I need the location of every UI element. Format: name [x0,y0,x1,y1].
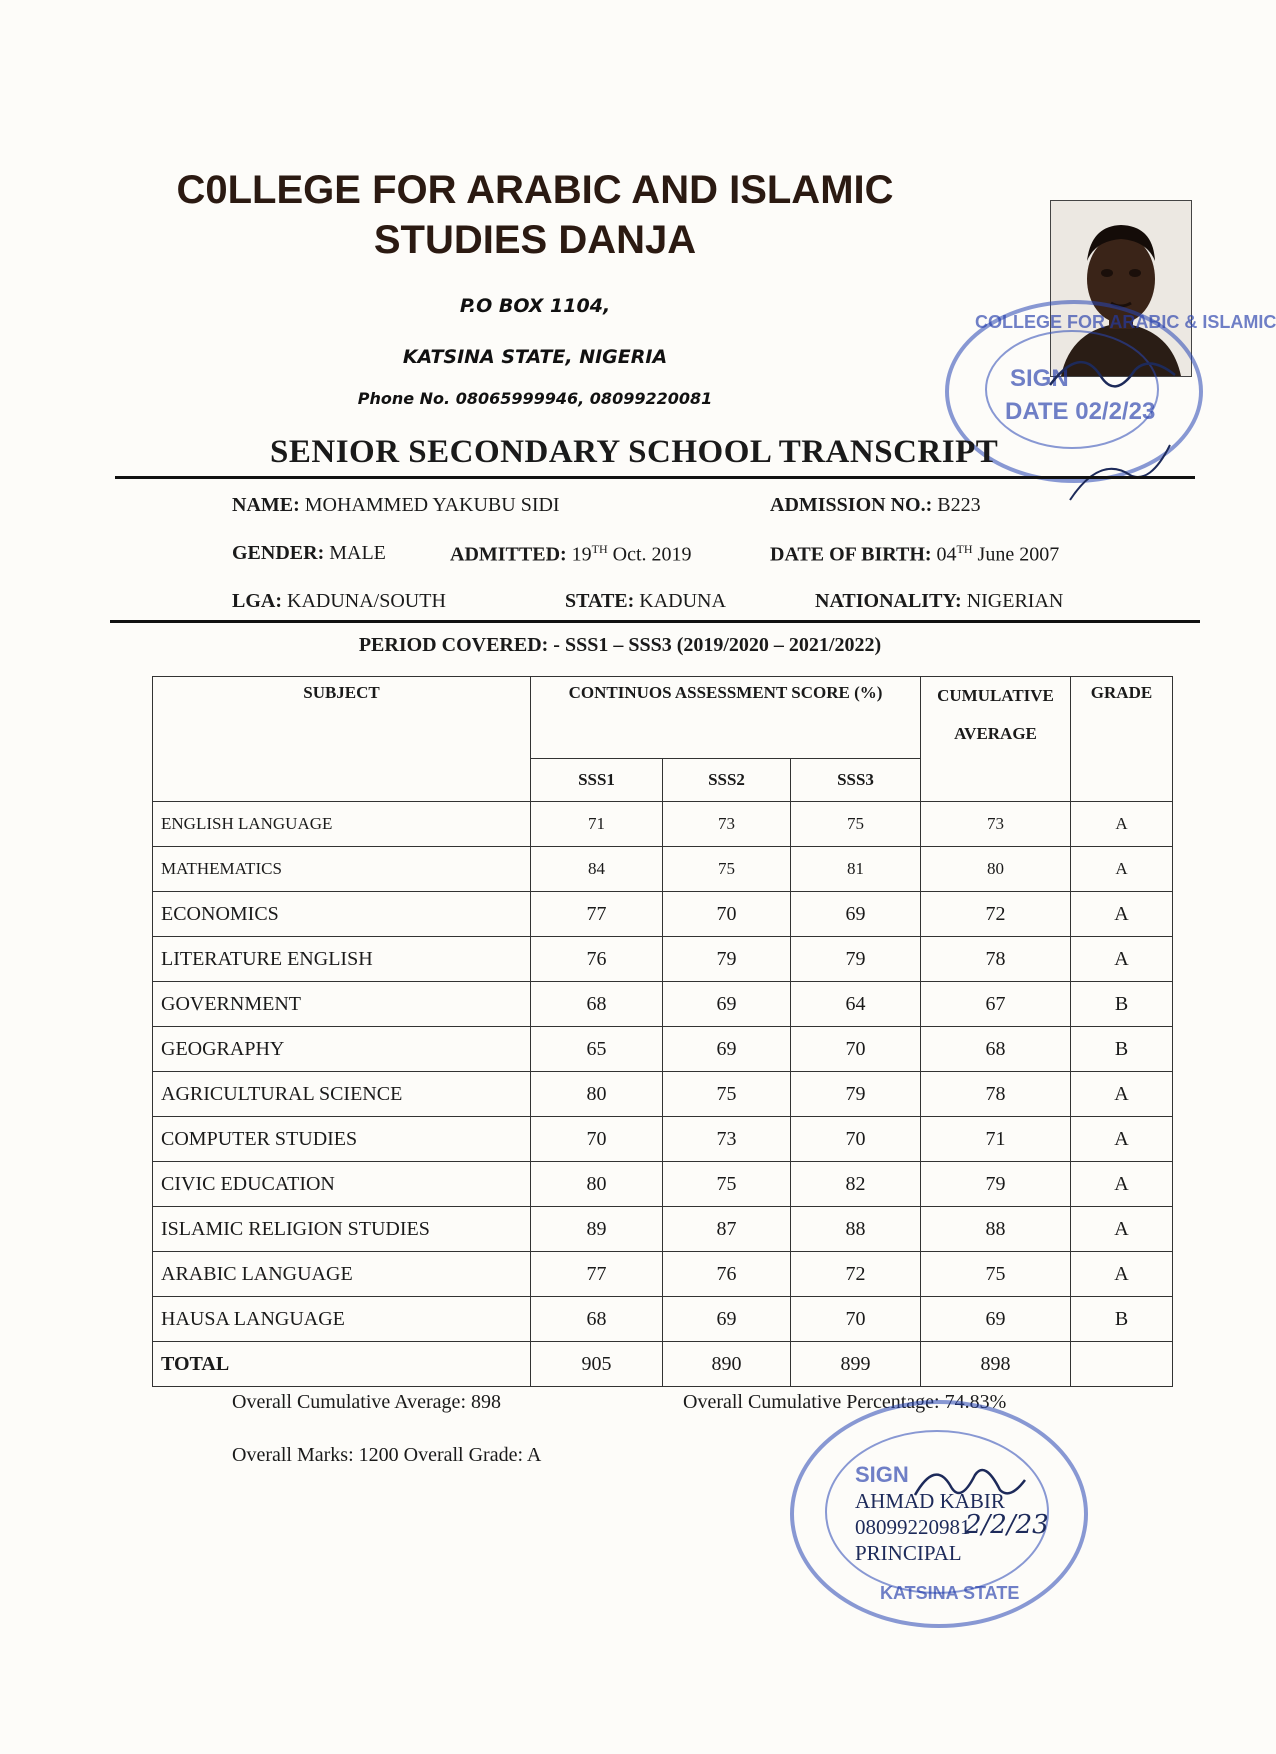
sss1-cell: 80 [531,1072,663,1117]
overall-average: Overall Cumulative Average: 898 [232,1391,501,1413]
total-sss1-cell: 905 [531,1342,663,1387]
total-sss2-cell: 890 [663,1342,791,1387]
average-cell: 69 [921,1297,1071,1342]
header-sss1: SSS1 [531,758,663,801]
sss2-cell: 76 [663,1252,791,1297]
sss3-cell: 79 [791,1072,921,1117]
header-sss3: SSS3 [791,758,921,801]
signature-principal [905,1455,1035,1515]
nationality [815,590,1063,613]
sss3-cell: 82 [791,1162,921,1207]
subject-cell: CIVIC EDUCATION [153,1162,531,1207]
gender-value: MALE [329,542,386,564]
sss3-cell: 72 [791,1252,921,1297]
grade-cell: A [1071,847,1173,892]
grade-cell: A [1071,1072,1173,1117]
table-row [153,982,1173,1027]
stamp-top-ring-text: COLLEGE FOR ARABIC & ISLAMIC [975,312,1276,332]
header-cumulative-1: CUMULATIVE [937,686,1054,705]
sss1-cell: 77 [531,892,663,937]
name-value: MOHAMMED YAKUBU SIDI [304,494,560,516]
sss3-cell: 70 [791,1117,921,1162]
grade-cell: A [1071,1252,1173,1297]
subject-cell: ISLAMIC RELIGION STUDIES [153,1207,531,1252]
sss1-cell: 68 [531,982,663,1027]
table-row [153,802,1173,847]
table-row [153,1072,1173,1117]
overall-marks-grade: Overall Marks: 1200 Overall Grade: A [232,1444,542,1466]
gender [232,542,386,565]
sss2-cell: 75 [663,1072,791,1117]
sss2-cell: 73 [663,802,791,847]
admitted-rest: Oct. 2019 [607,543,692,566]
grade-cell: B [1071,982,1173,1027]
nationality-label: NATIONALITY: [815,590,962,612]
average-cell: 71 [921,1117,1071,1162]
state-value: KADUNA [639,590,726,612]
subject-cell: ENGLISH LANGUAGE [153,802,531,847]
admission-value: B223 [937,494,981,516]
sss1-cell: 68 [531,1297,663,1342]
admitted-label: ADMITTED: [450,543,567,566]
average-cell: 72 [921,892,1071,937]
sss2-cell: 79 [663,937,791,982]
sss1-cell: 76 [531,937,663,982]
principal-sign-label: SIGN [855,1462,909,1487]
name-label: NAME: [232,494,300,516]
average-cell: 88 [921,1207,1071,1252]
principal-date: 2/2/23 [965,1510,1049,1540]
sss1-cell: 70 [531,1117,663,1162]
sss1-cell: 80 [531,1162,663,1207]
document-title: SENIOR SECONDARY SCHOOL TRANSCRIPT [270,434,999,470]
total-average-cell: 898 [921,1342,1071,1387]
total-row [153,1342,1173,1387]
sss1-cell: 89 [531,1207,663,1252]
subject-cell: MATHEMATICS [153,847,531,892]
table-row [153,847,1173,892]
sss2-cell: 69 [663,1297,791,1342]
state-label: STATE: [565,590,635,612]
sss2-cell: 73 [663,1117,791,1162]
sss2-cell: 69 [663,1027,791,1072]
average-cell: 79 [921,1162,1071,1207]
lga-label: LGA: [232,590,282,612]
dob-label: DATE OF BIRTH: [770,543,932,566]
sss1-cell: 77 [531,1252,663,1297]
sss3-cell: 69 [791,892,921,937]
header-sss2: SSS2 [663,758,791,801]
dob-day: 04 [936,543,957,566]
stamp-top-sign: SIGN [1010,365,1069,392]
grade-cell: A [1071,1162,1173,1207]
subject-cell: HAUSA LANGUAGE [153,1297,531,1342]
table-row [153,1117,1173,1162]
sss3-cell: 70 [791,1297,921,1342]
stamp-top-date: DATE 02/2/23 [1005,398,1156,425]
sss2-cell: 75 [663,1162,791,1207]
results-table [152,676,1173,1387]
student-name [232,494,560,517]
sss3-cell: 79 [791,937,921,982]
sss3-cell: 75 [791,802,921,847]
subject-cell: GEOGRAPHY [153,1027,531,1072]
school-name-line2: STUDIES DANJA [373,218,697,262]
grade-cell: A [1071,802,1173,847]
header-subject: SUBJECT [153,677,531,802]
school-name [0,165,1070,265]
table-row [153,937,1173,982]
sss1-cell: 65 [531,1027,663,1072]
sss1-cell: 84 [531,847,663,892]
subject-cell: ECONOMICS [153,892,531,937]
overall-percentage: Overall Cumulative Percentage: 74.83% [683,1391,1007,1413]
title-rule [115,476,1195,479]
gender-label: GENDER: [232,542,325,564]
lga-value: KADUNA/SOUTH [287,590,446,612]
admission-label: ADMISSION NO.: [770,494,933,516]
sss3-cell: 88 [791,1207,921,1252]
table-row [153,1207,1173,1252]
average-cell: 78 [921,937,1071,982]
grade-cell: A [1071,937,1173,982]
signature-top [1040,335,1190,515]
principal-phone: 08099220981 [855,1515,971,1539]
date-of-birth [770,542,1059,567]
subject-cell: AGRICULTURAL SCIENCE [153,1072,531,1117]
school-pobox: P.O BOX 1104, [459,295,611,317]
header-cumulative-2: AVERAGE [954,724,1037,743]
header-grade: GRADE [1071,677,1173,802]
table-row [153,1252,1173,1297]
admitted-date [450,542,692,567]
school-name-line1: C0LLEGE FOR ARABIC AND ISLAMIC [176,168,894,212]
average-cell: 68 [921,1027,1071,1072]
average-cell: 73 [921,802,1071,847]
principal-stamp-ring-text: KATSINA STATE [880,1583,1020,1603]
info-rule [110,620,1200,623]
average-cell: 78 [921,1072,1071,1117]
school-state: KATSINA STATE, NIGERIA [402,346,668,368]
sss1-cell: 71 [531,802,663,847]
header-ca: CONTINUOS ASSESSMENT SCORE (%) [531,677,921,759]
admission-number [770,494,981,517]
sss2-cell: 75 [663,847,791,892]
lga [232,590,446,613]
admitted-day: 19 [571,543,592,566]
nationality-value: NIGERIAN [966,590,1064,612]
period-covered: PERIOD COVERED: - SSS1 – SSS3 (2019/2020 – 2021/2022) [358,634,882,656]
sss3-cell: 64 [791,982,921,1027]
grade-cell: B [1071,1027,1173,1072]
grade-cell: B [1071,1297,1173,1342]
principal-name: AHMAD KABIR [855,1489,1005,1513]
table-row [153,892,1173,937]
sss2-cell: 69 [663,982,791,1027]
grade-cell: A [1071,892,1173,937]
sss3-cell: 81 [791,847,921,892]
dob-sup: TH [956,542,973,556]
principal-title: PRINCIPAL [855,1541,962,1565]
school-phone: Phone No. 08065999946, 08099220081 [357,389,713,408]
sss2-cell: 87 [663,1207,791,1252]
header-cumulative [921,677,1071,802]
total-grade-cell [1071,1342,1173,1387]
table-row [153,1027,1173,1072]
state-of-origin [565,590,726,613]
sss3-cell: 70 [791,1027,921,1072]
table-row [153,1297,1173,1342]
subject-cell: LITERATURE ENGLISH [153,937,531,982]
average-cell: 67 [921,982,1071,1027]
total-label-cell: TOTAL [153,1342,531,1387]
dob-rest: June 2007 [972,543,1060,566]
grade-cell: A [1071,1207,1173,1252]
average-cell: 80 [921,847,1071,892]
sss2-cell: 70 [663,892,791,937]
subject-cell: COMPUTER STUDIES [153,1117,531,1162]
average-cell: 75 [921,1252,1071,1297]
table-row [153,1162,1173,1207]
subject-cell: GOVERNMENT [153,982,531,1027]
admitted-sup: TH [591,542,608,556]
grade-cell: A [1071,1117,1173,1162]
subject-cell: ARABIC LANGUAGE [153,1252,531,1297]
total-sss3-cell: 899 [791,1342,921,1387]
